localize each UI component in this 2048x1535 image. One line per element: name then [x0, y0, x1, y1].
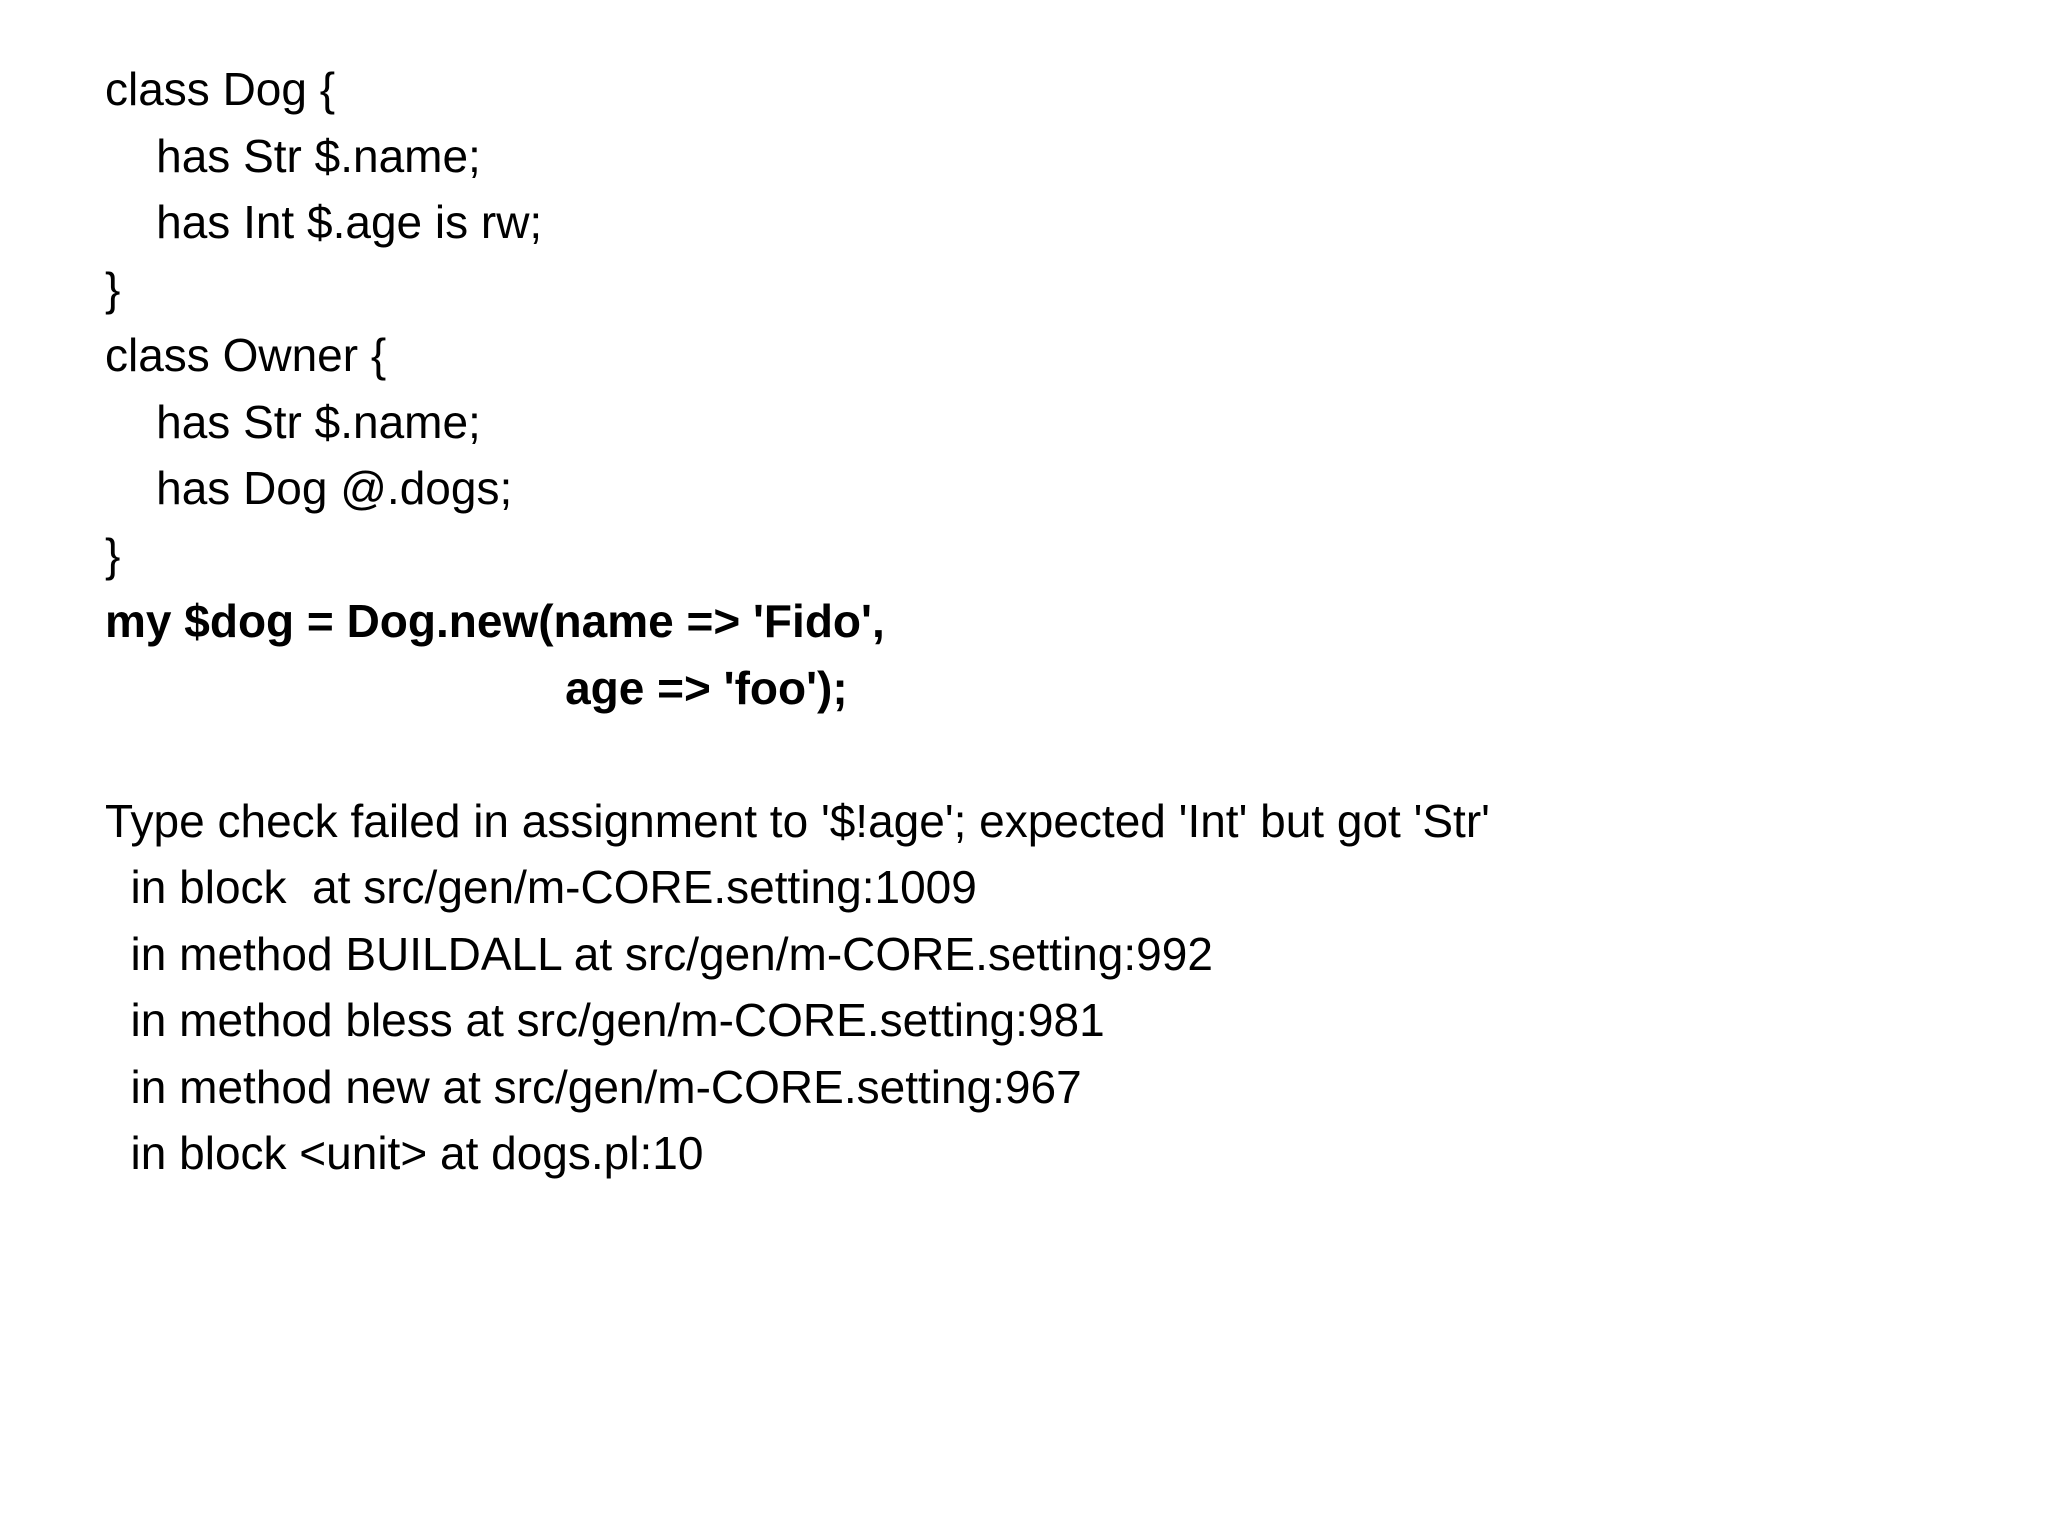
- code-line: }: [105, 528, 121, 581]
- code-line: class Dog {: [105, 63, 336, 115]
- code-line: has Dog @.dogs;: [105, 462, 513, 514]
- code-line: has Str $.name;: [105, 395, 481, 448]
- stack-trace-line: in block <unit> at dogs.pl:10: [105, 1127, 704, 1179]
- code-line: has Int $.age is rw;: [105, 196, 543, 248]
- stack-trace-line: in block at src/gen/m-CORE.setting:1009: [105, 861, 977, 913]
- stack-trace-line: in method BUILDALL at src/gen/m-CORE.setting:992: [105, 927, 1213, 980]
- stack-trace-line: in method new at src/gen/m-CORE.setting:967: [105, 1060, 1082, 1113]
- code-line: }: [105, 262, 121, 315]
- code-line: class Owner {: [105, 329, 387, 381]
- code-listing: [105, 62, 2005, 1193]
- highlighted-code-line: my $dog = Dog.new(name => 'Fido',: [105, 595, 885, 647]
- code-line: has Str $.name;: [105, 129, 481, 182]
- error-message: Type check failed in assignment to '$!age'; expected 'Int' but got 'Str': [105, 794, 1490, 847]
- stack-trace-line: in method bless at src/gen/m-CORE.setting:981: [105, 994, 1105, 1046]
- highlighted-code-line: age => 'foo');: [105, 661, 848, 714]
- blank-line: [105, 727, 2005, 794]
